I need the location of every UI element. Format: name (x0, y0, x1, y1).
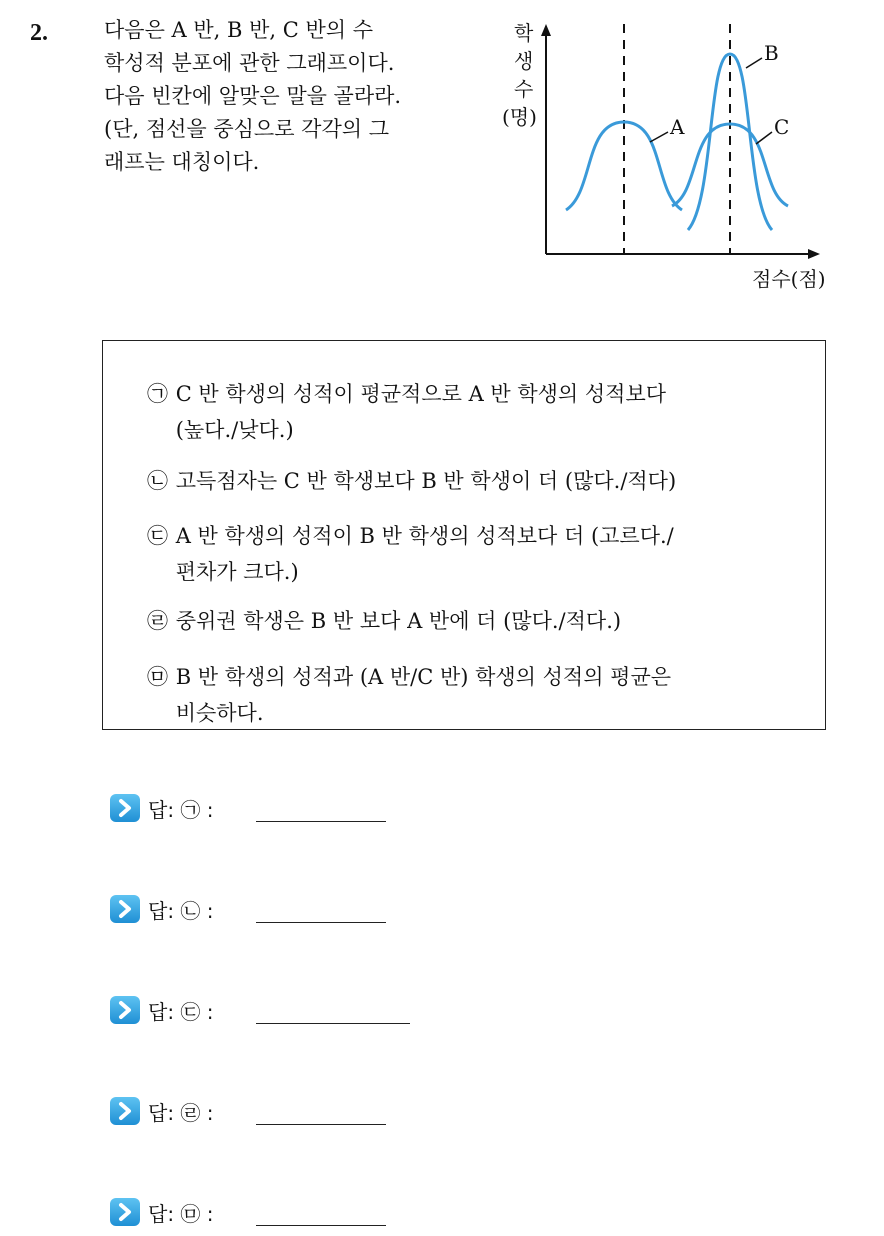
answer-label: 답: ㉢ : (148, 1000, 214, 1024)
y-axis-label-char: (명) (502, 105, 537, 129)
statement-text: 중위권 학생은 B 반 보다 A 반에 더 (많다./적다.) (175, 609, 622, 633)
statement-text: 편차가 크다.) (175, 560, 299, 584)
answer-blank-1[interactable] (256, 821, 386, 822)
question-line: (단, 점선을 중심으로 각각의 그 (104, 117, 390, 141)
y-axis-label-char: 생 (514, 49, 534, 73)
answer-blank-2[interactable] (256, 922, 386, 923)
statement-marker: ㉡ (147, 469, 168, 493)
statement-text: 고득점자는 C 반 학생보다 B 반 학생이 더 (많다./적다) (175, 469, 677, 493)
statements-box (102, 340, 826, 730)
answer-blank-4[interactable] (256, 1124, 386, 1125)
y-axis-label-char: 학 (514, 21, 534, 45)
answer-label: 답: ㉡ : (148, 899, 214, 923)
statement-5 (147, 659, 671, 731)
statement-2 (147, 463, 676, 499)
answer-arrow-icon (110, 1097, 140, 1125)
statement-marker: ㉣ (147, 609, 168, 633)
statement-1 (147, 376, 666, 448)
answer-label: 답: ㉠ : (148, 798, 214, 822)
answer-arrow-icon (110, 1198, 140, 1226)
answer-arrow-icon (110, 996, 140, 1024)
answer-arrow-icon (110, 794, 140, 822)
statement-text: (높다./낮다.) (175, 418, 294, 442)
question-line: 다음은 A 반, B 반, C 반의 수 (104, 18, 374, 42)
curve-label-c: C (774, 115, 790, 139)
statement-text: A 반 학생의 성적이 B 반 학생의 성적보다 더 (고르다./ (175, 524, 674, 548)
statement-4 (147, 603, 621, 639)
x-axis-label: 점수(점) (752, 267, 826, 291)
statement-text: B 반 학생의 성적과 (A 반/C 반) 학생의 성적의 평균은 (175, 665, 672, 689)
statement-text: C 반 학생의 성적이 평균적으로 A 반 학생의 성적보다 (175, 382, 667, 406)
question-number: 2. (30, 20, 48, 46)
answer-label: 답: ㉣ : (148, 1101, 214, 1125)
curve-label-b: B (764, 41, 779, 65)
answer-blank-3[interactable] (256, 1023, 410, 1024)
y-axis-label-char: 수 (514, 77, 534, 101)
question-line: 래프는 대칭이다. (104, 150, 260, 174)
curve-a (566, 122, 682, 210)
statement-marker: ㉢ (147, 524, 168, 548)
label-leader-a (650, 132, 668, 142)
statement-text: 비슷하다. (175, 701, 264, 725)
answer-blank-5[interactable] (256, 1225, 386, 1226)
curve-label-a: A (670, 115, 685, 139)
question-line: 학성적 분포에 관한 그래프이다. (104, 51, 395, 75)
statement-marker: ㉠ (147, 382, 168, 406)
question-text (104, 14, 472, 179)
label-leader-c (756, 132, 772, 144)
answer-arrow-icon (110, 895, 140, 923)
y-axis-arrow (541, 24, 551, 36)
statement-marker: ㉤ (147, 665, 168, 689)
question-line: 다음 빈칸에 알맞은 말을 골라라. (104, 84, 402, 108)
answer-label: 답: ㉤ : (148, 1202, 214, 1226)
distribution-graph (480, 10, 860, 300)
label-leader-b (746, 58, 762, 68)
x-axis-arrow (808, 249, 820, 259)
statement-3 (147, 518, 674, 590)
